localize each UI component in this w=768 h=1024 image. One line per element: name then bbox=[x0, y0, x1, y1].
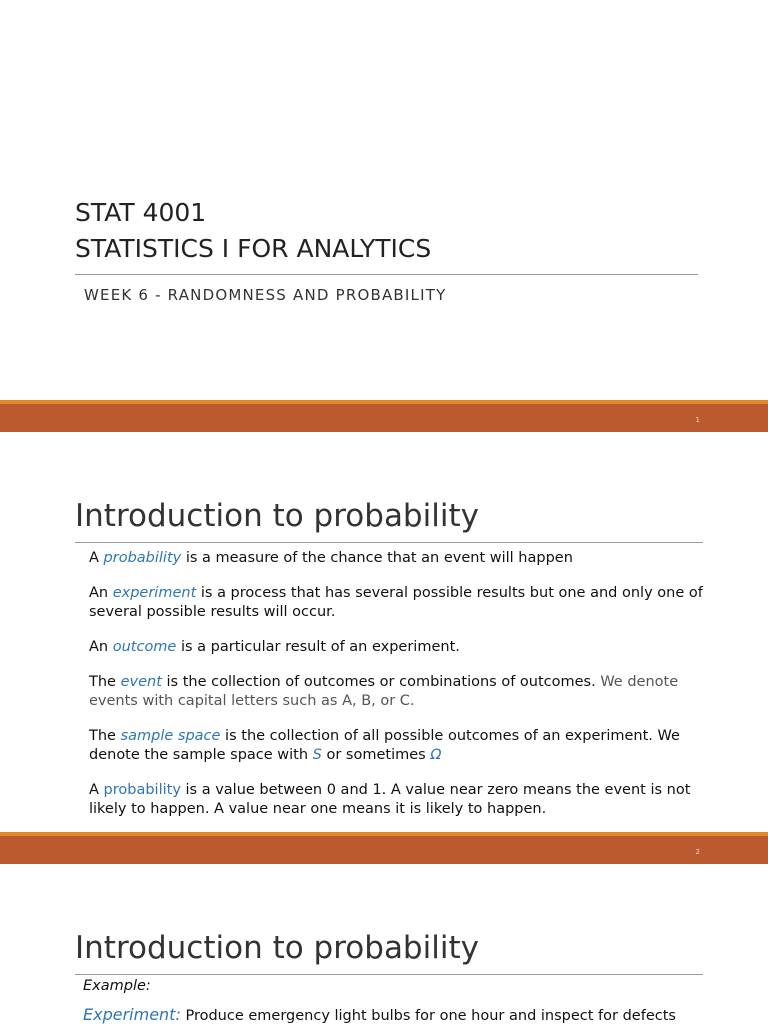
term-probability-2: probability bbox=[103, 782, 181, 798]
definition-probability-range: A probability is a value between 0 and 1. A value near zero means the event is not likely to happen. A value near one means it is likely to happen. bbox=[89, 782, 691, 817]
title-divider bbox=[75, 274, 698, 275]
term-experiment-example: Experiment: bbox=[83, 1005, 181, 1024]
slide-2 bbox=[0, 432, 768, 832]
slide-3 bbox=[0, 864, 768, 1024]
term-probability: probability bbox=[103, 550, 182, 566]
symbol-omega: Ω bbox=[430, 747, 442, 763]
course-title: STATISTICS I FOR ANALYTICS bbox=[75, 234, 432, 263]
slide-2-page-number: 2 bbox=[695, 848, 700, 856]
example-experiment: Experiment: Produce emergency light bulbs for one hour and inspect for defects bbox=[83, 1005, 676, 1024]
slide-3-title: Introduction to probability bbox=[75, 930, 479, 966]
definition-sample-space: The sample space is the collection of all possible outcomes of an experiment. We denote the sample space with S or sometimes Ω bbox=[89, 728, 680, 763]
slide-1-page-number: 1 bbox=[695, 416, 700, 424]
week-subtitle: WEEK 6 - RANDOMNESS AND PROBABILITY bbox=[84, 286, 447, 304]
example-label: Example: bbox=[83, 978, 151, 994]
slide-1 bbox=[0, 0, 768, 400]
slide-1-footer-bar bbox=[0, 400, 768, 432]
term-sample-space: sample space bbox=[120, 728, 221, 744]
definition-event: The event is the collection of outcomes or combinations of outcomes. We denote events with capital letters such as A, B, or C. bbox=[89, 674, 679, 709]
slide-2-title-divider bbox=[75, 542, 703, 543]
slide-2-footer-bar bbox=[0, 832, 768, 864]
slide-3-title-divider bbox=[75, 974, 703, 975]
definition-experiment: An experiment is a process that has several possible results but one and only one of several possible results will occur. bbox=[89, 585, 703, 620]
definition-probability: A probability is a measure of the chance that an event will happen bbox=[89, 550, 573, 566]
term-outcome: outcome bbox=[112, 639, 177, 655]
slide-2-title: Introduction to probability bbox=[75, 498, 479, 534]
definition-outcome: An outcome is a particular result of an experiment. bbox=[89, 639, 460, 655]
term-experiment: experiment bbox=[112, 585, 197, 601]
course-code: STAT 4001 bbox=[75, 198, 207, 227]
term-event: event bbox=[120, 674, 162, 690]
symbol-s: S bbox=[312, 747, 322, 763]
